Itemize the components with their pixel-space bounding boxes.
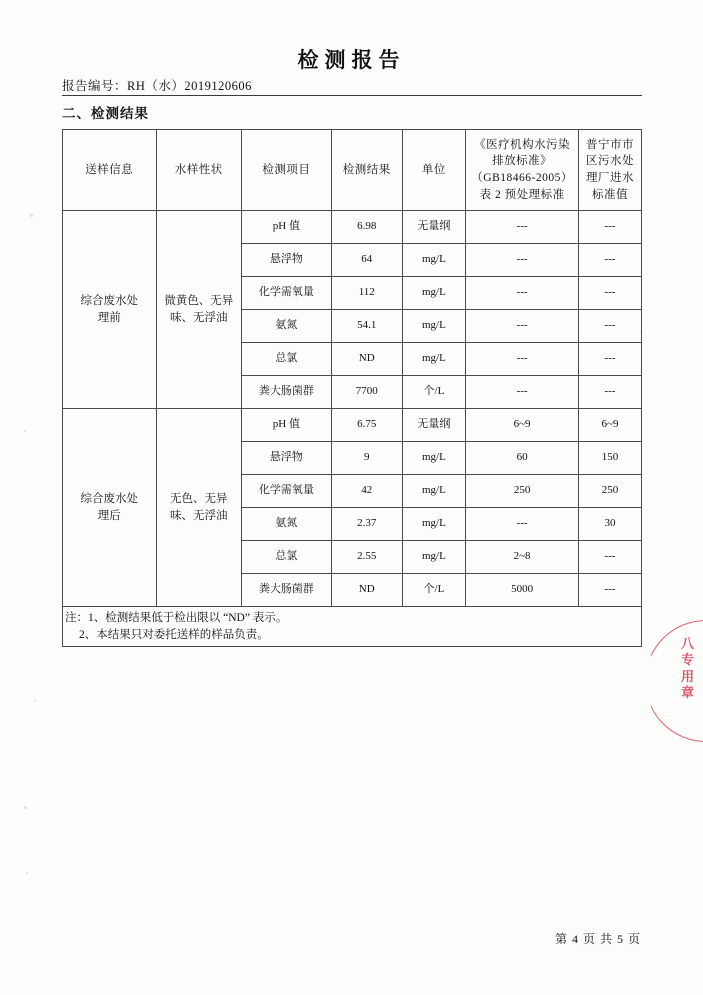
cell-standard: ---: [466, 343, 579, 376]
cell-result: 64: [331, 244, 402, 277]
header-test-item: 检测项目: [241, 130, 331, 211]
table-header: [63, 130, 642, 211]
cell-inlet: 150: [578, 442, 641, 475]
water-property-after-line2: 味、无浮油: [169, 509, 228, 522]
cell-result: 7700: [331, 376, 402, 409]
cell-unit: mg/L: [402, 310, 466, 343]
table-row: [63, 211, 642, 244]
cell-result: 54.1: [331, 310, 402, 343]
cell-standard: 60: [466, 442, 579, 475]
notes-cell: [63, 607, 642, 647]
cell-inlet: ---: [578, 277, 641, 310]
water-property-before: [156, 211, 241, 409]
header-standard: [466, 130, 579, 211]
header-water-property: 水样性状: [156, 130, 241, 211]
cell-item: 氨氮: [241, 508, 331, 541]
cell-unit: mg/L: [402, 475, 466, 508]
header-inlet-line3: 理厂进水: [585, 172, 634, 184]
cell-standard: ---: [466, 508, 579, 541]
official-stamp: [651, 612, 703, 752]
cell-standard: 250: [466, 475, 579, 508]
stamp-char-1: 八: [680, 636, 695, 651]
cell-unit: mg/L: [402, 541, 466, 574]
stamp-char-2: 专: [680, 652, 695, 668]
cell-inlet: ---: [578, 310, 641, 343]
header-inlet-line2: 区污水处: [585, 155, 634, 168]
cell-item: 总氯: [241, 343, 331, 376]
cell-result: 6.98: [331, 211, 402, 244]
cell-item: 悬浮物: [241, 244, 331, 277]
cell-result: 2.37: [331, 508, 402, 541]
cell-unit: 无量纲: [402, 211, 466, 244]
cell-item: 氨氮: [241, 310, 331, 343]
header-standard-line4: 表 2 预处理标准: [479, 188, 565, 201]
cell-inlet: ---: [578, 343, 641, 376]
header-inlet-standard: [578, 130, 641, 211]
water-property-after: [156, 409, 241, 607]
cell-unit: mg/L: [402, 442, 466, 475]
cell-item: pH 值: [241, 409, 331, 442]
cell-result: ND: [331, 574, 402, 607]
sample-info-after: [63, 409, 157, 607]
scan-speck: [30, 214, 33, 217]
page-title: 检测报告: [297, 48, 406, 72]
cell-standard: ---: [466, 277, 579, 310]
page-footer: 第 4 页 共 5 页: [554, 932, 641, 946]
cell-unit: 个/L: [402, 574, 466, 607]
cell-standard: ---: [466, 244, 579, 277]
cell-inlet: 6~9: [578, 409, 641, 442]
header-standard-line2: 排放标准》: [492, 155, 553, 168]
header-inlet-line1: 普宁市市: [585, 138, 634, 151]
scan-speck: [24, 430, 26, 432]
section-heading: 二、检测结果: [62, 106, 149, 121]
cell-result: 42: [331, 475, 402, 508]
cell-result: 112: [331, 277, 402, 310]
results-table: [62, 129, 642, 647]
header-divider: [62, 95, 642, 96]
cell-unit: mg/L: [402, 508, 466, 541]
cell-result: 2.55: [331, 541, 402, 574]
header-sample-info: 送样信息: [63, 130, 157, 211]
cell-item: 粪大肠菌群: [241, 574, 331, 607]
cell-inlet: ---: [578, 211, 641, 244]
water-property-after-line1: 无色、无异: [169, 492, 228, 505]
cell-standard: 6~9: [466, 409, 579, 442]
cell-standard: ---: [466, 211, 579, 244]
sample-info-before: [63, 211, 157, 409]
scan-speck: [24, 806, 27, 809]
notes-row: [63, 607, 642, 647]
cell-inlet: 30: [578, 508, 641, 541]
cell-item: 总氯: [241, 541, 331, 574]
cell-inlet: 250: [578, 475, 641, 508]
stamp-char-4: 章: [680, 684, 695, 700]
cell-item: 化学需氧量: [241, 475, 331, 508]
table-row: [63, 409, 642, 442]
scan-speck: [34, 700, 36, 702]
cell-item: 悬浮物: [241, 442, 331, 475]
cell-result: ND: [331, 343, 402, 376]
note-line-1: 注：1、检测结果低于检出限以 “ND” 表示。: [65, 612, 288, 624]
sample-info-after-line2: 理后: [97, 509, 121, 522]
sample-info-before-line1: 综合废水处: [80, 294, 138, 307]
cell-inlet: ---: [578, 376, 641, 409]
cell-inlet: ---: [578, 574, 641, 607]
cell-unit: 个/L: [402, 376, 466, 409]
cell-standard: 2~8: [466, 541, 579, 574]
cell-result: 9: [331, 442, 402, 475]
header-standard-line3: （GB18466-2005）: [471, 172, 573, 184]
note-line-2: 2、本结果只对委托送样的样品负责。: [79, 628, 269, 641]
cell-standard: 5000: [466, 574, 579, 607]
cell-unit: mg/L: [402, 343, 466, 376]
table-header-row: [63, 130, 642, 211]
cell-item: 化学需氧量: [241, 277, 331, 310]
cell-item: pH 值: [241, 211, 331, 244]
cell-inlet: ---: [578, 244, 641, 277]
report-number: 报告编号：RH（水）2019120606: [62, 79, 252, 93]
cell-unit: mg/L: [402, 244, 466, 277]
cell-result: 6.75: [331, 409, 402, 442]
cell-unit: 无量纲: [402, 409, 466, 442]
table-body: [63, 211, 642, 647]
header-unit: 单位: [402, 130, 466, 211]
header-test-result: 检测结果: [331, 130, 402, 211]
water-property-before-line1: 微黄色、无异: [164, 294, 234, 307]
stamp-text: [679, 636, 697, 701]
cell-inlet: ---: [578, 541, 641, 574]
cell-item: 粪大肠菌群: [241, 376, 331, 409]
header-inlet-line4: 标准值: [591, 188, 628, 201]
cell-standard: ---: [466, 376, 579, 409]
stamp-char-3: 用: [680, 668, 695, 684]
sample-info-before-line2: 理前: [97, 311, 121, 324]
water-property-before-line2: 味、无浮油: [169, 311, 228, 324]
header-standard-line1: 《医疗机构水污染: [474, 138, 571, 151]
cell-unit: mg/L: [402, 277, 466, 310]
sample-info-after-line1: 综合废水处: [80, 492, 138, 505]
scan-speck: [26, 872, 28, 874]
cell-standard: ---: [466, 310, 579, 343]
